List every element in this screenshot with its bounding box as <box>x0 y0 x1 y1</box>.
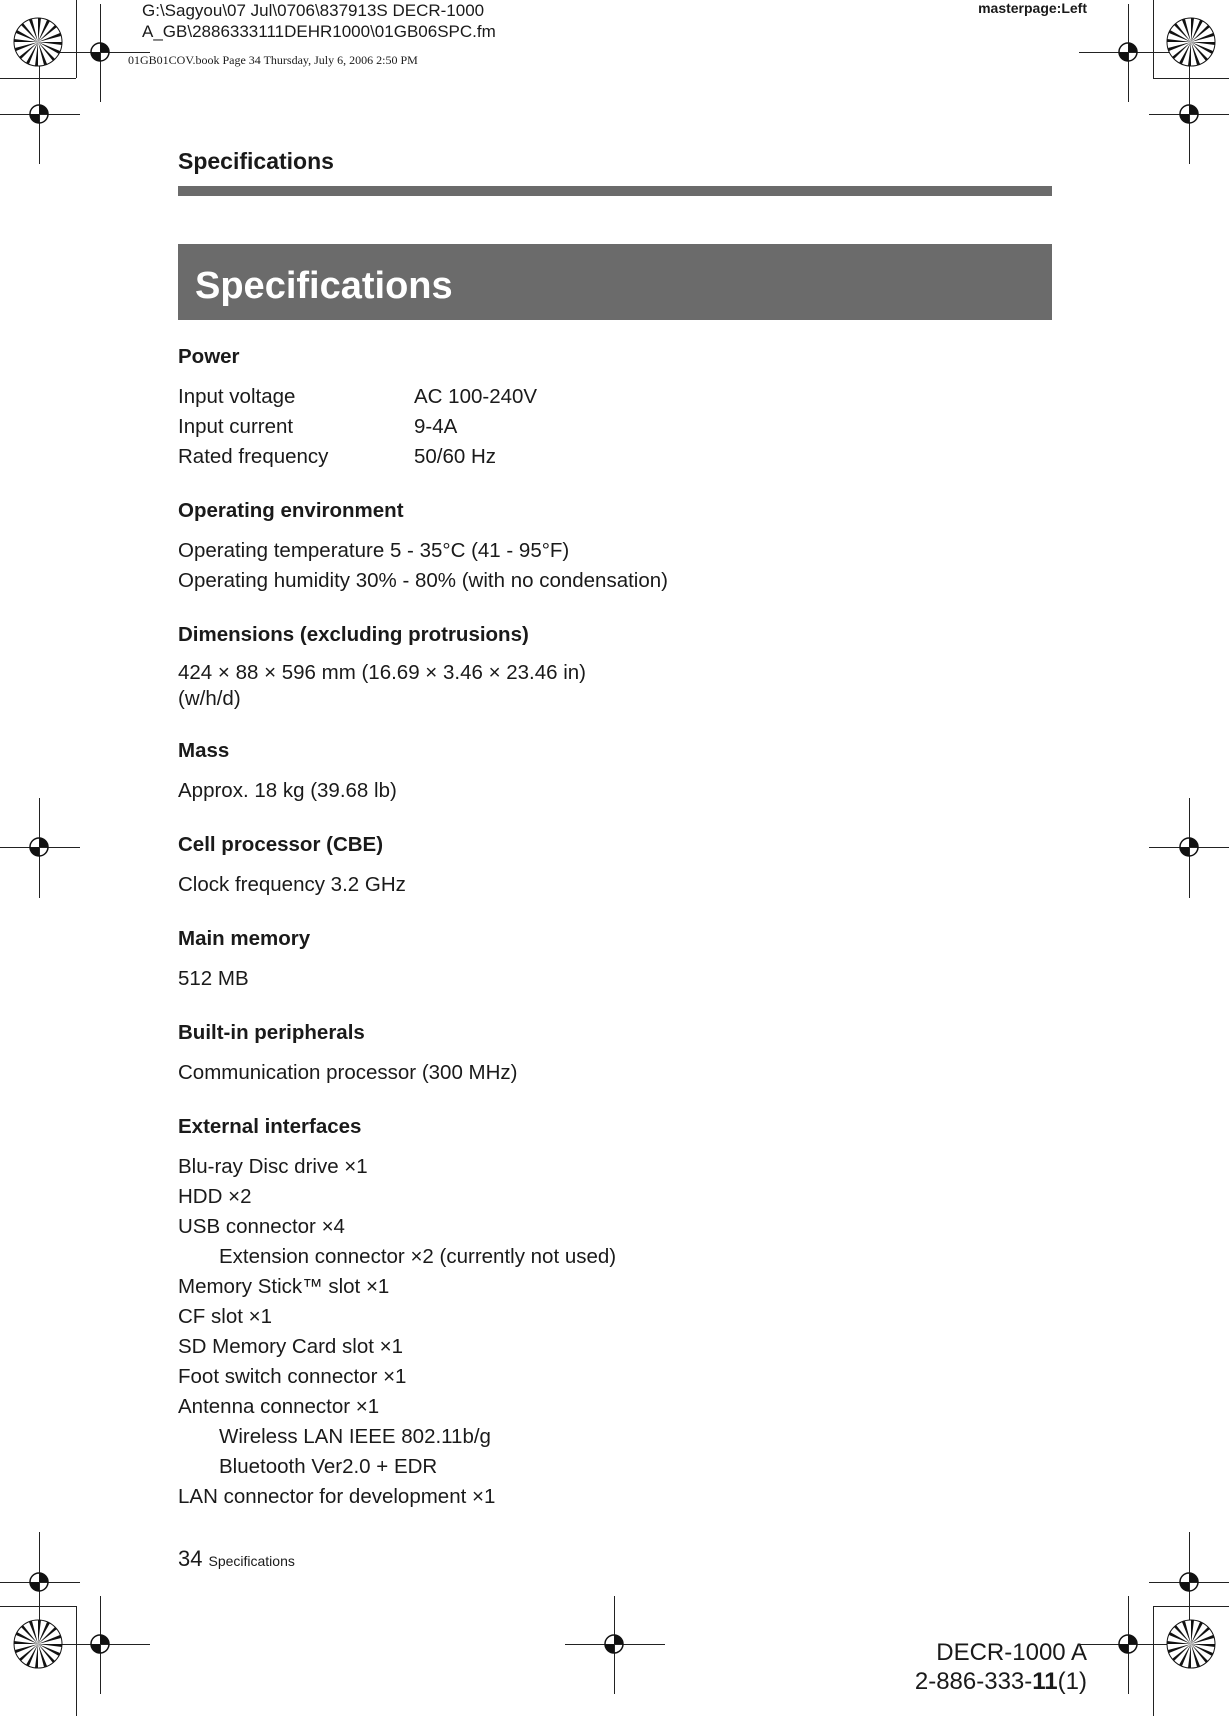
book-stamp: 01GB01COV.book Page 34 Thursday, July 6, 2006 2:50 PM <box>128 53 418 67</box>
spec-line: SD Memory Card slot ×1 <box>178 1335 403 1358</box>
spec-line: CF slot ×1 <box>178 1305 272 1328</box>
section-heading: Cell processor (CBE) <box>178 833 384 856</box>
section-heading: External interfaces <box>178 1115 362 1138</box>
spec-value: 50/60 Hz <box>414 445 497 468</box>
spec-row <box>178 412 1058 442</box>
registration-mark-icon <box>27 835 51 859</box>
spec-label: Input current <box>178 415 294 438</box>
star-target-icon <box>12 16 64 68</box>
spec-line: (w/h/d) <box>178 687 241 710</box>
spec-row <box>178 442 1058 472</box>
spec-line: Communication processor (300 MHz) <box>178 1061 518 1084</box>
spec-line: HDD ×2 <box>178 1185 252 1208</box>
page-number: 34 <box>178 1546 203 1571</box>
spec-label: Input voltage <box>178 385 296 408</box>
registration-mark-icon <box>1116 1632 1140 1656</box>
spec-line: Memory Stick™ slot ×1 <box>178 1275 390 1298</box>
section-heading: Dimensions (excluding protrusions) <box>178 623 529 646</box>
spec-label: Rated frequency <box>178 445 329 468</box>
model-line-1: DECR-1000 A <box>936 1639 1087 1666</box>
section-built-in-peripherals <box>178 1020 1058 1088</box>
registration-mark-icon <box>602 1632 626 1656</box>
file-path <box>142 0 496 42</box>
spec-line: 512 MB <box>178 967 249 990</box>
spec-line: USB connector ×4 <box>178 1215 345 1238</box>
model-number <box>915 1638 1087 1696</box>
spec-value: AC 100-240V <box>414 385 538 408</box>
model-revision: 11 <box>1032 1668 1058 1695</box>
star-target-icon <box>12 1618 64 1670</box>
registration-mark-icon <box>88 40 112 64</box>
spec-content <box>178 344 1058 1538</box>
title-band <box>178 244 1052 320</box>
registration-mark-icon <box>88 1632 112 1656</box>
section-heading: Mass <box>178 739 230 762</box>
section-heading: Main memory <box>178 927 311 950</box>
registration-mark-icon <box>27 102 51 126</box>
section-main-memory <box>178 926 1058 994</box>
spec-value: 9-4A <box>414 415 458 438</box>
spec-row <box>178 382 1058 412</box>
spec-line: Operating temperature 5 - 35°C (41 - 95°F) <box>178 539 570 562</box>
model-suffix: (1) <box>1057 1668 1087 1695</box>
section-heading: Built-in peripherals <box>178 1021 365 1044</box>
spec-line: Operating humidity 30% - 80% (with no condensation) <box>178 569 668 592</box>
header-rule <box>178 186 1052 196</box>
file-path-line-1: G:\Sagyou\07 Jul\0706\837913S DECR-1000 <box>142 1 485 20</box>
running-head: Specifications <box>178 148 334 174</box>
file-path-line-2: A_GB\2886333111DEHR1000\01GB06SPC.fm <box>142 22 496 41</box>
section-cell-processor <box>178 832 1058 900</box>
spec-line: LAN connector for development ×1 <box>178 1485 496 1508</box>
spec-line: Bluetooth Ver2.0 + EDR <box>219 1455 438 1478</box>
star-target-icon <box>1165 16 1217 68</box>
registration-mark-icon <box>27 1570 51 1594</box>
model-line-2 <box>915 1667 1087 1696</box>
registration-mark-icon <box>1177 1570 1201 1594</box>
section-external-interfaces <box>178 1114 1058 1512</box>
section-power <box>178 344 1058 472</box>
section-operating-environment <box>178 498 1058 596</box>
spec-line: Blu-ray Disc drive ×1 <box>178 1155 368 1178</box>
section-dimensions <box>178 622 1058 712</box>
spec-line: Extension connector ×2 (currently not used) <box>219 1245 617 1268</box>
registration-mark-icon <box>1116 40 1140 64</box>
registration-mark-icon <box>1177 835 1201 859</box>
spec-line: Antenna connector ×1 <box>178 1395 380 1418</box>
spec-line: 424 × 88 × 596 mm (16.69 × 3.46 × 23.46 in) <box>178 661 587 684</box>
section-heading: Operating environment <box>178 499 404 522</box>
spec-line: Foot switch connector ×1 <box>178 1365 407 1388</box>
spec-line: Clock frequency 3.2 GHz <box>178 873 406 896</box>
spec-line: Approx. 18 kg (39.68 lb) <box>178 779 397 802</box>
page-footer <box>178 1546 295 1572</box>
star-target-icon <box>1165 1618 1217 1670</box>
page-title: Specifications <box>195 265 453 307</box>
masterpage-label: masterpage:Left <box>978 0 1087 16</box>
model-prefix: 2-886-333- <box>914 1668 1033 1695</box>
registration-mark-icon <box>1177 102 1201 126</box>
footer-section-name: Specifications <box>208 1553 295 1569</box>
spec-line: Wireless LAN IEEE 802.11b/g <box>219 1425 491 1448</box>
section-mass <box>178 738 1058 806</box>
section-heading: Power <box>178 345 240 368</box>
